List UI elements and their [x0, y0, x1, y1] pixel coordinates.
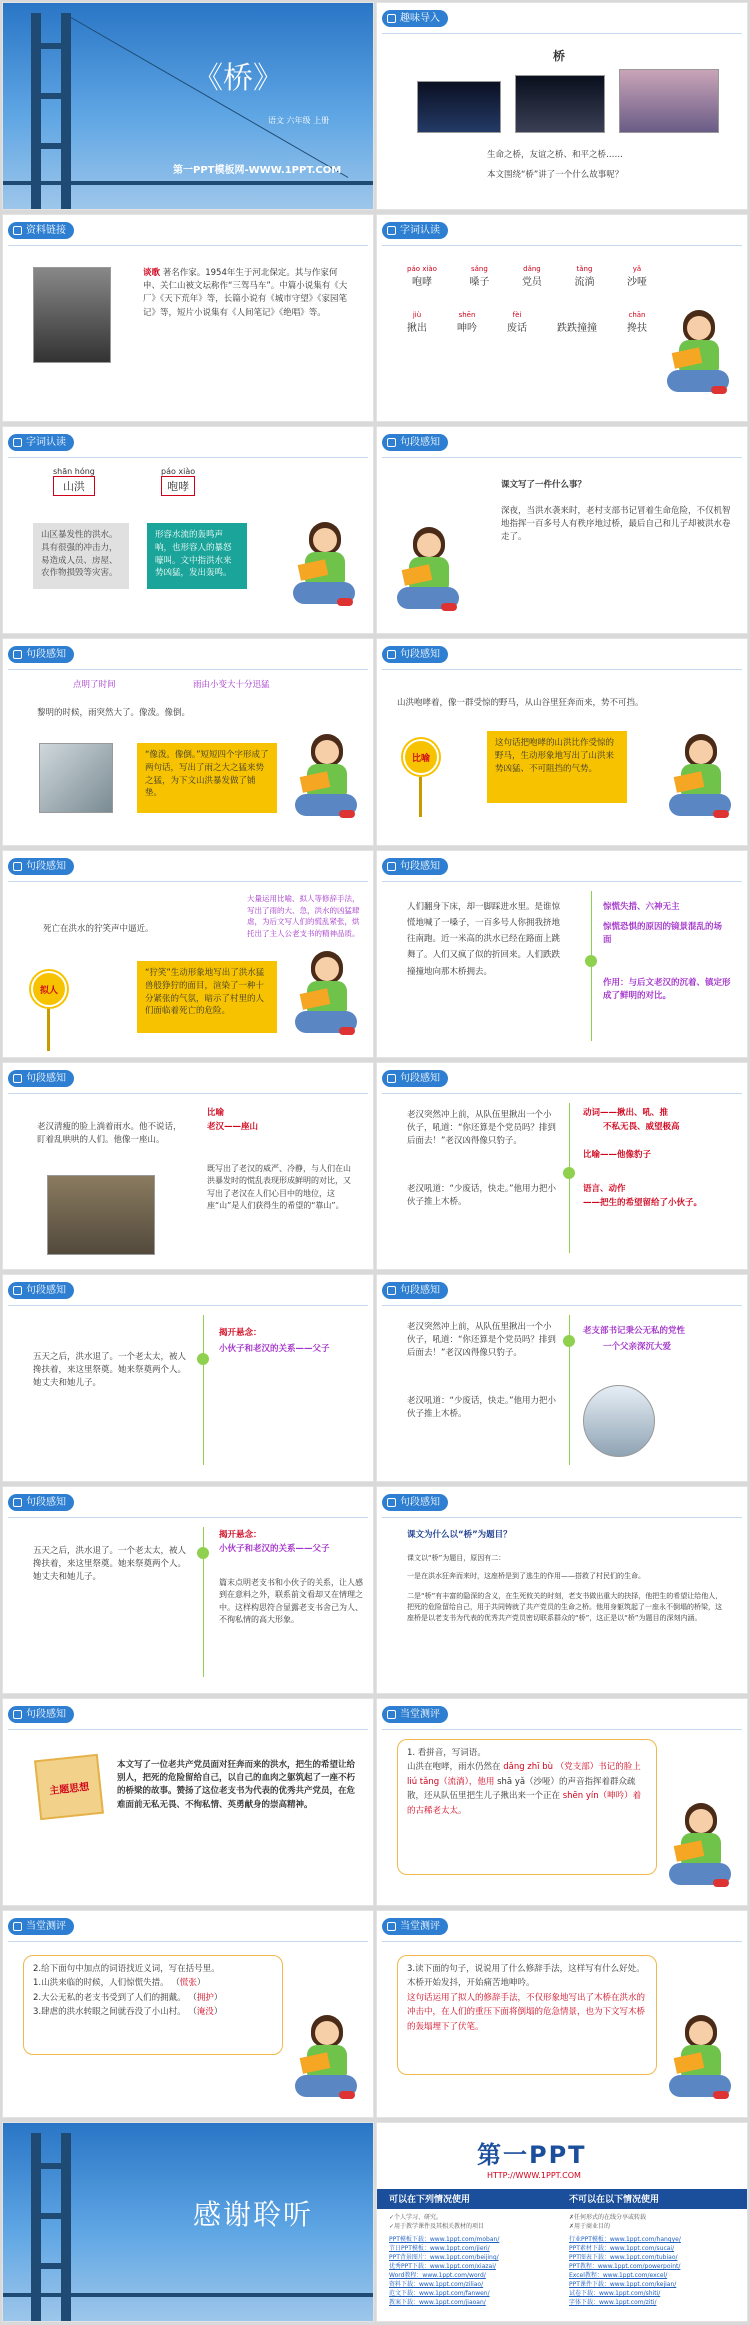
slide-mountain[interactable] [2, 1062, 374, 1270]
definition-paoxiao: 形容水流的轰鸣声响，也形容人的暴怒嚎叫。文中指洪水来势凶猛，发出轰鸣。 [147, 523, 247, 589]
book-icon [387, 862, 396, 871]
slide-title-reason[interactable] [376, 1486, 748, 1694]
passage-2: 老汉吼道：“少废话，快走。”他用力把小伙子推上木桥。 [407, 1396, 557, 1420]
word-heading: 桥 [553, 49, 566, 63]
theme-text: 本文写了一位老共产党员面对狂奔而来的洪水，把生的希望让给别人，把死的危险留给自己，以自己的血肉之躯筑起了一座不朽的桥梁的故事。赞扬了这位老支书为代表的优秀共产党员，在危难面前无私无畏、不徇私情、英勇献身的崇高精神。 [117, 1760, 356, 1810]
book-icon [387, 1922, 396, 1931]
passage-2: 老汉吼道：“少废话，快走。”他用力把小伙子推上木桥。 [407, 1184, 557, 1208]
book-icon [387, 1286, 396, 1295]
book-icon [387, 650, 396, 659]
slide-rain[interactable] [2, 638, 374, 846]
analysis-box: “狞笑”生动形象地写出了洪水猛兽般狰狞的面目，渲染了一种十分紧张的气氛，暗示了村里的人们面临着死亡的危险。 [137, 961, 277, 1033]
slide-vocab-1[interactable] [376, 214, 748, 422]
section-tag: 句段感知 [8, 646, 74, 663]
note-3: 语言、动作 [583, 1184, 626, 1194]
analysis-box: 这句话把咆哮的山洪比作受惊的野马，生动形象地写出了山洪来势凶猛、不可阻挡的气势。 [487, 731, 627, 803]
license-left-title: 可以在下列情况使用 [389, 2195, 471, 2205]
note-2: 小伙子和老汉的关系——父子 [219, 1344, 330, 1354]
slide-quiz-3[interactable] [376, 1910, 748, 2118]
passage: 老汉清瘦的脸上淌着雨水。他不说话，盯着乱哄哄的人们。他像一座山。 [37, 1122, 182, 1146]
book-icon [387, 1498, 396, 1507]
slide-vocab-2[interactable] [2, 426, 374, 634]
book-icon [13, 438, 22, 447]
slide-quiz-2[interactable] [2, 1910, 374, 2118]
section-tag: 字词认读 [382, 222, 448, 239]
analysis-box: “像泼。像倒。”短短四个字形成了两句话，写出了雨之大之猛来势之猛，为下文山洪暴发做了铺垫。 [137, 743, 277, 813]
rhetoric-sign-personification: 拟人 [31, 971, 67, 1007]
license-right-title: 不可以在以下情况使用 [569, 2195, 660, 2205]
reason-2: 二是“桥”有丰富的隐深的含义，在生死攸关的时刻，老支书做出重大的抉择，他把生的希望让给他人，把死的危险留给自己，用于共同铸就了共产党员的生命之桥。他用身躯筑起了一座永不倒塌的桥梁，这座桥是以老支书为代表的优秀共产党员密切联系群众的“桥”，这正是以“桥”为题目的深刻内涵。 [407, 1592, 723, 1622]
definition-shanhong: 山区暴发性的洪水。具有很强的冲击力，易造成人员、房屋、农作物损毁等灾害。 [33, 523, 129, 589]
book-icon [13, 1074, 22, 1083]
book-icon [387, 226, 396, 235]
bridge-photo-sunset [619, 69, 719, 133]
section-tag: 句段感知 [8, 1282, 74, 1299]
question: 课文为什么以“桥”为题目？ [407, 1530, 512, 1540]
quiz-card: 1. 看拼音，写词语。 山洪在咆哮，雨水仍然在 dǎng zhī bù （党支部）书记的脸上 liú tǎng（流淌），他用 shā yǎ（沙哑）的声音指挥着群众疏散，还从队伍里把生儿子揪出来一个正在 shēn yín（呻吟）着的古稀老太太。 [397, 1739, 657, 1875]
section-tag: 句段感知 [382, 858, 448, 875]
question: 课文写了一件什么事？ [501, 480, 587, 490]
vocab-row-1: páo xiào 咆哮 sǎng 嗓子 dǎng 党员 tǎng 流淌 yǎ 沙哑 [407, 265, 647, 288]
bridge-photo-tower [515, 75, 605, 133]
note-time: 点明了时间 [73, 680, 116, 690]
resource-link[interactable]: PPT素材下载：www.1ppt.com/sucai/ [569, 2245, 675, 2252]
connector-dot [563, 1335, 575, 1347]
brand-url: HTTP://WWW.1PPT.COM [487, 2171, 581, 2180]
section-tag: 当堂测评 [8, 1918, 74, 1935]
author-portrait [33, 267, 111, 363]
reason-intro: 课文以“桥”为题目，原因有二： [407, 1554, 506, 1562]
reason-1: 一是在洪水狂奔而来时，这座桥是到了逃生的作用——搭救了村民们的生命。 [407, 1572, 645, 1580]
section-tag: 句段感知 [382, 1070, 448, 1087]
resource-link[interactable]: 优秀PPT下载：www.1ppt.com/xiazai/ [389, 2263, 496, 2270]
brand-logo: 第一PPT [477, 2141, 587, 2169]
note-3: 作用：与后文老汉的沉着、镇定形成了鲜明的对比。 [603, 978, 731, 1002]
passage: 五天之后，洪水退了。一个老太太，被人搀扶着，来这里祭奠。她来祭奠两个人。她丈夫和她儿子。 [33, 1352, 187, 1389]
resource-link[interactable]: 字体下载：www.1ppt.com/ziti/ [569, 2299, 657, 2306]
author-bio: 谈歌 著名作家。1954年生于河北保定。其与作家何申、关仁山被文坛称作“三驾马车”。中篇小说集有《大厂》《天下荒年》等，长篇小说有《城市守望》《家园笔记》等，短片小说集有《人间笔记》《绝唱》等。 [143, 268, 348, 318]
section-tag: 句段感知 [382, 434, 448, 451]
passage: 人们翻身下床，却一脚踩进水里。是谁惊慌地喊了一嗓子，一百多号人你拥我挤地往南跑。近一米高的洪水已经在路面上跳舞了。人们又疯了似的折回来。人们跌跌撞撞地向那木桥拥去。 [407, 902, 561, 977]
resource-link[interactable]: 试卷下载：www.1ppt.com/shiti/ [569, 2290, 661, 2297]
section-tag: 句段感知 [8, 1494, 74, 1511]
note-3: 篇末点明老支书和小伙子的关系，让人感到在意料之外，联系前文看却又在情理之中。这样构思符合显露老支书舍己为人、不徇私情的高大形象。 [219, 1578, 363, 1625]
note-1: 动词——揪出、吼、推 [583, 1108, 669, 1118]
note-3: 既写出了老汉的威严、冷静，与人们在山洪暴发时的慌乱表现形成鲜明的对比，又写出了老汉在人们心目中的地位，这座“山”是人们获得生的希望的“靠山”。 [207, 1164, 351, 1211]
intro-line-2: 本文围绕“桥”讲了一个什么故事呢？ [487, 170, 624, 180]
book-icon [13, 1498, 22, 1507]
book-icon [387, 14, 396, 23]
slide-metaphor[interactable] [376, 638, 748, 846]
slide-panic[interactable] [376, 850, 748, 1058]
note-2: 小伙子和老汉的关系——父子 [219, 1544, 330, 1554]
section-tag: 趣味导入 [382, 10, 448, 27]
section-tag: 资料链接 [8, 222, 74, 239]
slide-suspense[interactable] [2, 1274, 374, 1482]
flood-photo [39, 743, 113, 813]
resource-link[interactable]: PPT模板下载：www.1ppt.com/moban/ [389, 2236, 500, 2243]
note-2: 比喻——他像豹子 [583, 1150, 652, 1160]
word-shanhong: shān hóng 山洪 [53, 467, 95, 496]
bridge-background [3, 2123, 373, 2321]
book-icon [387, 1074, 396, 1083]
allowed-list: ✓个人学习、研究。 ✓用于教学课件及其相关教材的项目 [389, 2214, 485, 2230]
reading-girl-illustration [669, 1803, 731, 1895]
bridge-photo-night [417, 81, 501, 133]
note-2: 老汉——座山 [207, 1122, 259, 1132]
reading-girl-illustration [295, 2015, 357, 2107]
connector-dot [197, 1547, 209, 1559]
note-2: 一个父亲深沉大爱 [603, 1342, 672, 1352]
slide-father-love[interactable] [376, 1274, 748, 1482]
section-tag: 句段感知 [8, 858, 74, 875]
slide-theme[interactable] [2, 1698, 374, 1906]
note-1b: 不私无畏、威望极高 [603, 1122, 680, 1132]
section-tag: 句段感知 [8, 1706, 74, 1723]
reading-girl-illustration [295, 951, 357, 1043]
section-tag: 句段感知 [382, 1494, 448, 1511]
note-1: 惊慌失措、六神无主 [603, 902, 680, 912]
passage: 五天之后，洪水退了。一个老太太，被人搀扶着，来这里祭奠。她来祭奠两个人。她丈夫和她儿子。 [33, 1546, 187, 1583]
bridge-background [3, 3, 373, 209]
intro-line-1: 生命之桥，友谊之桥、和平之桥…… [487, 150, 624, 160]
book-icon [13, 1710, 22, 1719]
reading-girl-illustration [397, 527, 459, 619]
note-rain: 雨由小变大十分迅猛 [193, 680, 270, 690]
book-icon [387, 438, 396, 447]
slide-summary-question[interactable] [376, 426, 748, 634]
slide-personification[interactable] [2, 850, 374, 1058]
slide-license[interactable] [376, 2122, 748, 2322]
note-1: 揭开悬念： [219, 1328, 262, 1338]
slide-intro[interactable] [376, 2, 748, 210]
resource-link[interactable]: 节日PPT模板：www.1ppt.com/jieri/ [389, 2245, 490, 2252]
slide-thanks[interactable] [2, 2122, 374, 2322]
word-paoxiao: páo xiào 咆哮 [161, 467, 195, 496]
forbidden-list: ✗任何形式的在线分享或转载 ✗用于商业目的 [569, 2214, 647, 2230]
reading-girl-illustration [667, 310, 729, 402]
section-tag: 句段感知 [382, 1282, 448, 1299]
page-title: 《桥》 [193, 61, 283, 96]
section-tag: 句段感知 [8, 1070, 74, 1087]
book-icon [13, 862, 22, 871]
book-icon [387, 1710, 396, 1719]
slide-quiz-1[interactable] [376, 1698, 748, 1906]
section-tag: 当堂测评 [382, 1918, 448, 1935]
reading-girl-illustration [669, 734, 731, 826]
passage-1: 老汉突然冲上前，从队伍里揪出一个小伙子，吼道：“你还算是个党员吗？排到后面去！”老汉凶得像只豹子。 [407, 1110, 556, 1147]
section-tag: 当堂测评 [382, 1706, 448, 1723]
resource-link[interactable]: 行业PPT模板：www.1ppt.com/hangye/ [569, 2236, 681, 2243]
key-sentence: 黎明的时候，雨突然大了。像泼。像倒。 [37, 708, 191, 718]
note-1: 老支部书记秉公无私的党性 [583, 1326, 686, 1336]
resource-link[interactable]: PPT背景图片：www.1ppt.com/beijing/ [389, 2254, 499, 2261]
slide-leopard[interactable] [376, 1062, 748, 1270]
purple-note: 大量运用比喻、拟人等修辞手法，写出了雨的大、急，洪水的凶猛肆虐，为后文写人们的慌乱紧张，烘托出了主人公老支书的精神品质。 [247, 894, 360, 938]
note-1: 揭开悬念： [219, 1530, 262, 1540]
connector-dot [197, 1353, 209, 1365]
slide-author[interactable] [2, 214, 374, 422]
subtitle: 语文 六年级 上册 [268, 116, 330, 125]
book-icon [13, 650, 22, 659]
circle-photo [583, 1385, 655, 1457]
resource-link[interactable]: PPT教程：www.1ppt.com/powerpoint/ [569, 2263, 681, 2270]
resource-link[interactable]: PPT课件下载：www.1ppt.com/kejian/ [569, 2281, 677, 2288]
quiz-card: 2.给下面句中加点的词语找近义词，写在括号里。 1.山洪来临的时候，人们惊慌失措。 （慌张） 2.大公无私的老支书受到了人们的拥戴。 （拥护） 3.肆虐的洪水转眼之间就吞没了小山村。 （淹没） [23, 1955, 283, 2055]
section-tag: 字词认读 [8, 434, 74, 451]
rhetoric-sign-metaphor: 比喻 [403, 739, 439, 775]
slide-ending[interactable] [2, 1486, 374, 1694]
reading-girl-illustration [295, 734, 357, 826]
section-tag: 句段感知 [382, 646, 448, 663]
reading-girl-illustration [293, 522, 355, 614]
slide-title[interactable] [2, 2, 374, 210]
flood-photo [47, 1175, 155, 1255]
note-3b: ——把生的希望留给了小伙子。 [583, 1198, 703, 1208]
note-2: 惊慌恐惧的原因的镜景混乱的场面 [603, 922, 723, 946]
book-icon [13, 1922, 22, 1931]
theme-badge: 主题思想 [34, 1754, 104, 1820]
right-link-list [569, 2235, 739, 2307]
vocab-row-2: jiù 揪出 shēn 呻吟 fèi 废话 跌跌撞撞 chān 搀扶 [407, 311, 647, 334]
note-1: 比喻 [207, 1108, 225, 1118]
quiz-card: 3.读下面的句子，说说用了什么修辞手法，这样写有什么好处。 木桥开始发抖，开始痛苦地呻吟。 这句话运用了拟人的修辞手法，不仅形象地写出了木桥在洪水的冲击中，在人们的重压下面将倒塌的危急情景，也为下文写木桥的轰塌埋下了伏笔。 [397, 1955, 657, 2075]
resource-link[interactable]: Excel教程：www.1ppt.com/excel/ [569, 2272, 668, 2279]
key-sentence: 山洪咆哮着，像一群受惊的野马，从山谷里狂奔而来，势不可挡。 [397, 698, 644, 708]
reading-girl-illustration [669, 2015, 731, 2107]
book-icon [13, 1286, 22, 1295]
connector-dot [585, 955, 597, 967]
resource-link[interactable]: Word教程：www.1ppt.com/word/ [389, 2272, 486, 2279]
passage-1: 老汉突然冲上前，从队伍里揪出一个小伙子，吼道：“你还算是个党员吗？排到后面去！”老汉凶得像只豹子。 [407, 1322, 556, 1359]
connector-dot [563, 1167, 575, 1179]
resource-link[interactable]: 范文下载：www.1ppt.com/fanwen/ [389, 2290, 490, 2297]
thanks-text: 感谢聆听 [193, 2198, 314, 2231]
left-link-list [389, 2235, 559, 2307]
resource-link[interactable]: 教案下载：www.1ppt.com/jiaoan/ [389, 2299, 486, 2306]
site-label: 第一PPT模板网-WWW.1PPT.COM [173, 165, 342, 176]
book-icon [13, 226, 22, 235]
resource-link[interactable]: 资料下载：www.1ppt.com/ziliao/ [389, 2281, 484, 2288]
key-sentence: 死亡在洪水的狞笑声中逼近。 [43, 924, 154, 934]
resource-link[interactable]: PPT图表下载：www.1ppt.com/tubiao/ [569, 2254, 678, 2261]
answer: 深夜，当洪水袭来时，老村支部书记冒着生命危险，不仅机智地指挥一百多号人有秩序地过桥，最后自己和儿子却被洪水卷走了。 [501, 506, 731, 543]
